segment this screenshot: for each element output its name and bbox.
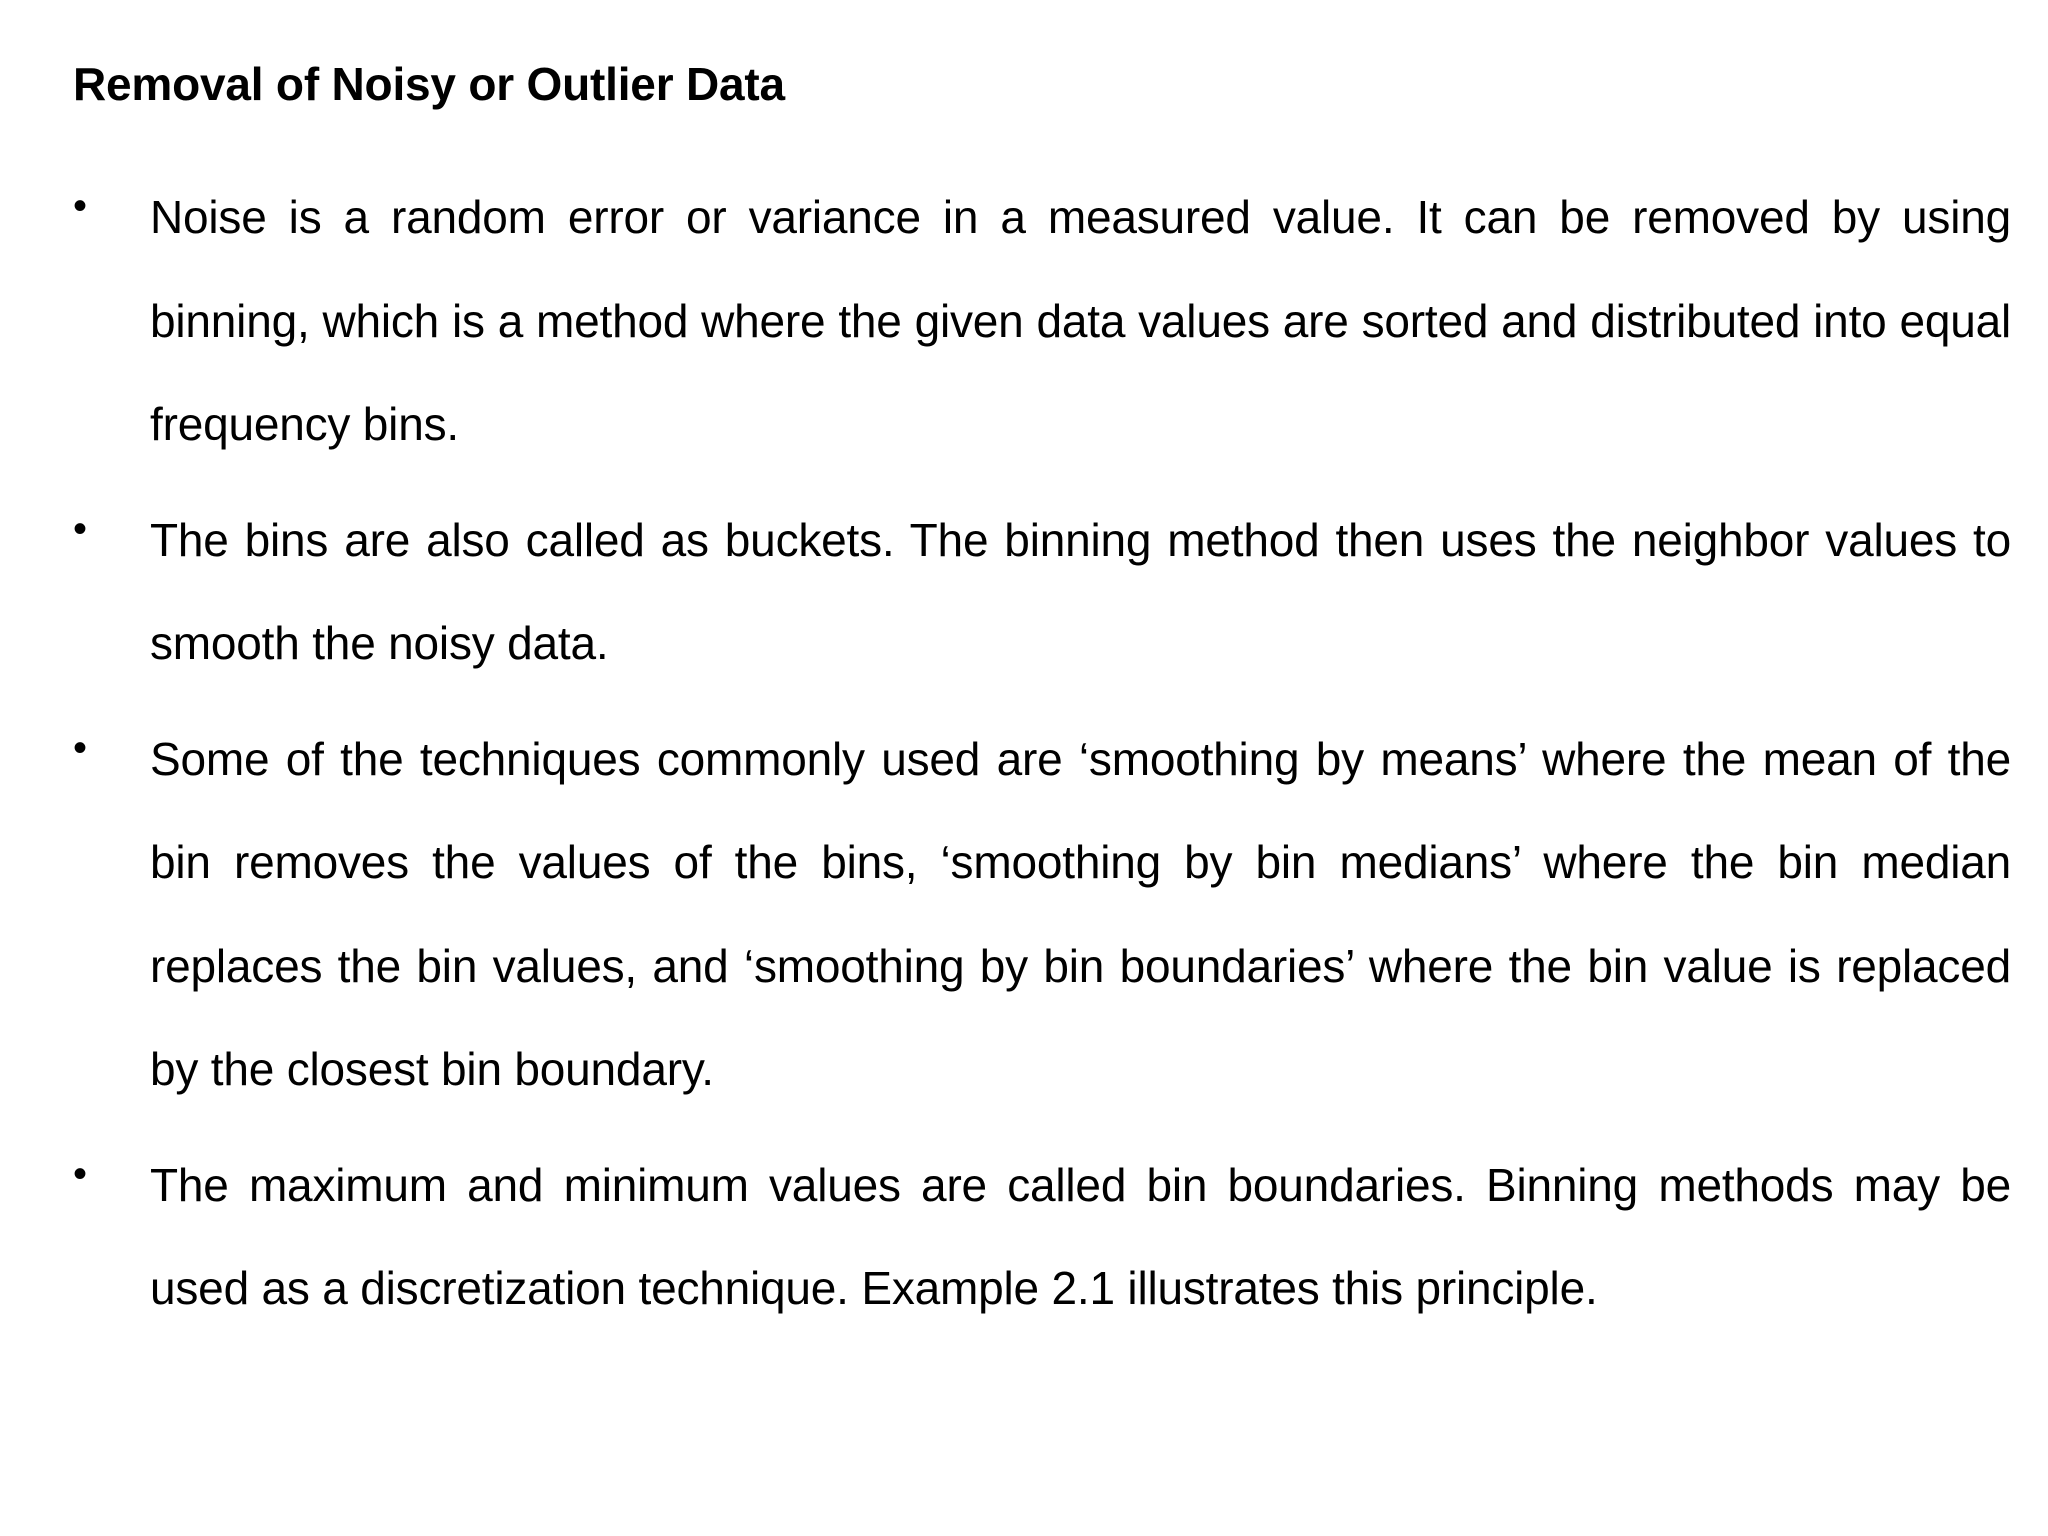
bullet-text-4: The maximum and minimum values are called bin boundaries. Binning methods may be used as a discretization technique. Example 2.1 illustrates this principle. [150,1158,2011,1314]
bullet-text-3: Some of the techniques commonly used are ‘smoothing by means’ where the mean of the bin removes the values of the bins, ‘smoothing by bin medians’ where the bin median replaces the bin values, and ‘smoothing by bin boundaries’ where the bin value is replaced by the closest bin boundary. [150,732,2011,1095]
bullet-list [73,166,2011,1353]
bullet-text-2: The bins are also called as buckets. The binning method then uses the neighbor values to smooth the noisy data. [150,513,2011,669]
bullet-item-1 [73,166,2011,477]
bullet-icon: • [73,725,87,770]
bullet-icon: • [73,1151,87,1196]
bullet-icon: • [73,184,87,228]
bullet-item-4 [73,1134,2011,1341]
bullet-icon: • [73,506,87,551]
bullet-item-3 [73,708,2011,1122]
page-title: Removal of Noisy or Outlier Data [73,58,785,110]
bullet-text-1: Noise is a random error or variance in a measured value. It can be removed by using binning, which is a method where the given data values are sorted and distributed into equal frequency bins. [150,191,2011,450]
bullet-item-2 [73,489,2011,696]
